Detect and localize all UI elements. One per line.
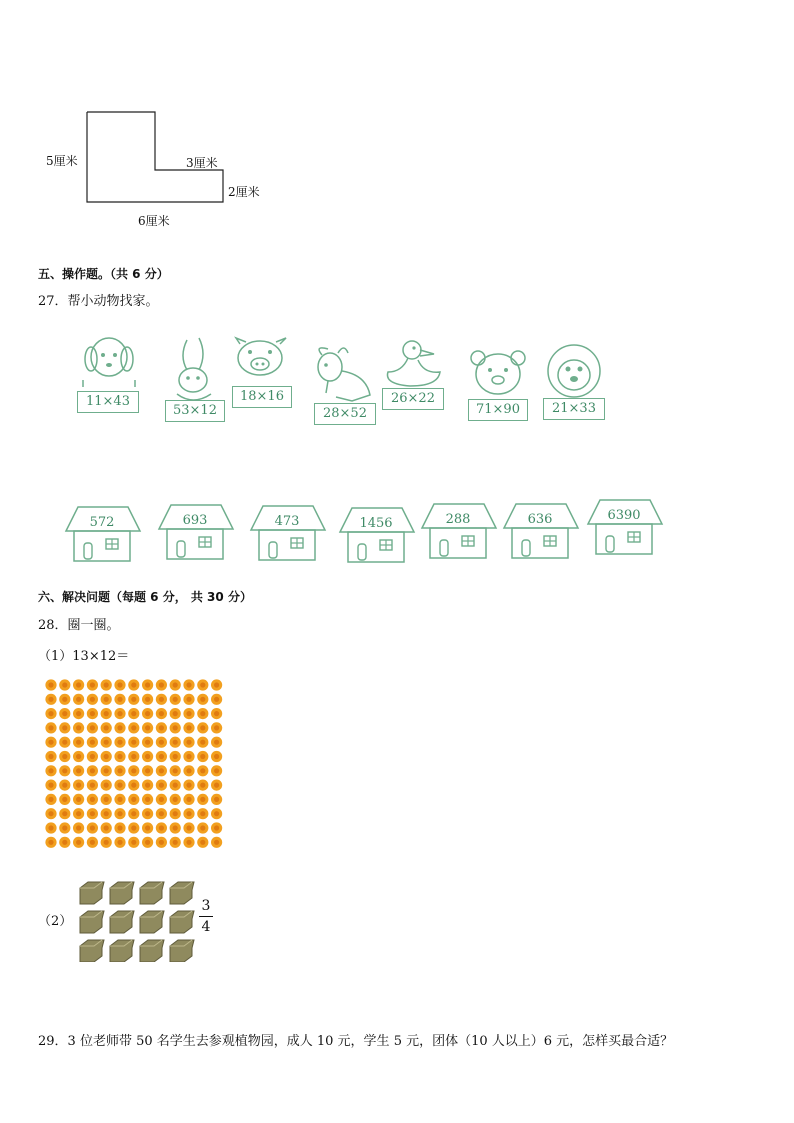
question-29: 29．3 位老师带 50 名学生去参观植物园，成人 10 元，学生 5 元，团体（10 人以上）6 元，怎样买最合适？ xyxy=(38,1034,674,1049)
flower-icon xyxy=(211,737,222,748)
pig-animal[interactable] xyxy=(232,338,294,413)
animal-expr-dog: 11×43 xyxy=(77,391,139,413)
fraction-three-quarters xyxy=(199,898,213,935)
flower-icon xyxy=(87,694,98,705)
flower-icon xyxy=(128,679,139,690)
question-28-2: （2） xyxy=(38,914,73,929)
flower-icon xyxy=(45,751,56,762)
flower-icon xyxy=(170,808,181,819)
bear-animal[interactable] xyxy=(466,348,532,426)
flower-icon xyxy=(142,708,153,719)
flower-icon xyxy=(142,751,153,762)
flower-icon xyxy=(45,780,56,791)
flower-icon xyxy=(128,751,139,762)
flower-icon xyxy=(101,722,112,733)
flower-icon xyxy=(197,837,208,848)
monkey-animal[interactable] xyxy=(540,343,610,423)
flower-icon xyxy=(183,737,194,748)
animal-expr-goat: 28×52 xyxy=(314,403,376,425)
question-27: 27．帮小动物找家。 xyxy=(38,294,159,309)
house-number: 693 xyxy=(182,513,208,528)
flower-icon xyxy=(170,751,181,762)
flower-icon xyxy=(87,822,98,833)
flower-icon xyxy=(156,679,167,690)
flower-icon xyxy=(156,694,167,705)
flower-icon xyxy=(183,765,194,776)
fraction-numerator: 3 xyxy=(201,898,211,914)
flower-icon xyxy=(211,751,222,762)
flower-icon xyxy=(128,780,139,791)
flower-icon xyxy=(211,765,222,776)
flower-icon xyxy=(183,679,194,690)
bear-icon xyxy=(466,348,532,400)
flower-icon xyxy=(45,837,56,848)
flower-icon xyxy=(59,722,70,733)
flower-icon xyxy=(114,837,125,848)
flower-icon xyxy=(87,679,98,690)
flower-icon xyxy=(101,837,112,848)
flower-icon xyxy=(170,679,181,690)
flower-icon xyxy=(73,737,84,748)
animal-expr-monkey: 21×33 xyxy=(543,398,605,420)
flower-icon xyxy=(128,808,139,819)
flower-icon xyxy=(101,751,112,762)
rabbit-icon xyxy=(165,336,227,406)
flower-icon xyxy=(45,722,56,733)
house-number: 288 xyxy=(445,512,471,527)
flower-icon xyxy=(156,751,167,762)
house-icon xyxy=(418,502,498,562)
flower-icon xyxy=(101,737,112,748)
goat-animal[interactable] xyxy=(308,345,378,430)
flower-icon xyxy=(59,822,70,833)
flower-icon xyxy=(170,780,181,791)
flower-icon xyxy=(87,751,98,762)
flower-icon xyxy=(45,794,56,805)
flower-icon xyxy=(45,808,56,819)
flower-icon xyxy=(73,751,84,762)
flower-icon xyxy=(183,694,194,705)
flower-icon xyxy=(156,837,167,848)
label-right: 2厘米 xyxy=(228,185,260,199)
house-number: 473 xyxy=(274,514,300,529)
flower-icon xyxy=(142,722,153,733)
flower-icon xyxy=(170,765,181,776)
flower-icon xyxy=(101,708,112,719)
flower-icon xyxy=(156,722,167,733)
flower-icon xyxy=(128,722,139,733)
house-number: 6390 xyxy=(607,508,641,523)
flower-icon xyxy=(114,679,125,690)
flower-icon xyxy=(156,765,167,776)
flower-icon xyxy=(59,808,70,819)
flower-icon xyxy=(211,694,222,705)
flower-icon xyxy=(197,679,208,690)
flower-icon xyxy=(142,837,153,848)
flower-icon xyxy=(45,679,56,690)
flower-icon xyxy=(197,722,208,733)
flower-icon xyxy=(87,708,98,719)
flower-icon xyxy=(170,694,181,705)
flower-icon xyxy=(142,780,153,791)
flower-icon xyxy=(197,822,208,833)
flower-icon xyxy=(142,765,153,776)
cake-icon xyxy=(140,940,164,962)
animal-expr-duck: 26×22 xyxy=(382,388,444,410)
flower-icon xyxy=(211,794,222,805)
house-icon xyxy=(247,504,327,564)
flower-icon xyxy=(156,780,167,791)
flower-icon xyxy=(142,808,153,819)
house-icon xyxy=(155,503,235,563)
cake-icon xyxy=(170,940,194,962)
cake-icon xyxy=(80,911,104,933)
flower-icon xyxy=(142,694,153,705)
flower-icon xyxy=(128,822,139,833)
flower-icon xyxy=(114,765,125,776)
flower-icon xyxy=(87,794,98,805)
flower-icon xyxy=(183,708,194,719)
flower-icon xyxy=(197,808,208,819)
flower-icon xyxy=(45,822,56,833)
flower-icon xyxy=(114,794,125,805)
flower-icon xyxy=(73,837,84,848)
flower-icon xyxy=(211,808,222,819)
animal-expr-rabbit: 53×12 xyxy=(165,400,225,422)
flower-icon xyxy=(156,808,167,819)
flower-icon xyxy=(128,837,139,848)
flower-icon xyxy=(59,794,70,805)
flower-icon xyxy=(45,708,56,719)
flower-icon xyxy=(73,794,84,805)
flower-icon xyxy=(73,808,84,819)
house-icon xyxy=(62,505,142,565)
flower-icon xyxy=(73,822,84,833)
question-28: 28．圈一圈。 xyxy=(38,618,120,633)
flower-icon xyxy=(156,708,167,719)
flower-icon xyxy=(142,794,153,805)
section-6-title: 六、解决问题（每题 6 分， 共 30 分） xyxy=(38,590,252,604)
flower-icon xyxy=(45,765,56,776)
flower-icon xyxy=(183,722,194,733)
flower-icon xyxy=(211,722,222,733)
flower-icon xyxy=(59,780,70,791)
flower-icon xyxy=(87,765,98,776)
cake-grid xyxy=(78,878,200,962)
rabbit-animal[interactable] xyxy=(165,336,227,426)
cake-icon xyxy=(170,882,194,904)
flower-icon xyxy=(87,722,98,733)
flower-icon xyxy=(197,737,208,748)
flower-icon xyxy=(183,780,194,791)
flower-icon xyxy=(101,822,112,833)
section-5-title: 五、操作题。（共 6 分） xyxy=(38,267,169,281)
flower-icon xyxy=(197,765,208,776)
house-number: 636 xyxy=(527,512,553,527)
house-icon xyxy=(336,506,416,566)
flower-icon xyxy=(114,751,125,762)
flower-icon xyxy=(73,708,84,719)
flower-icon xyxy=(170,837,181,848)
house-number: 1456 xyxy=(359,516,393,531)
cake-icon xyxy=(110,882,134,904)
flower-icon xyxy=(211,822,222,833)
flower-icon xyxy=(197,780,208,791)
flower-icon xyxy=(59,679,70,690)
cake-icon xyxy=(80,940,104,962)
flower-icon xyxy=(156,737,167,748)
flower-icon xyxy=(114,722,125,733)
flower-icon xyxy=(211,708,222,719)
flower-icon xyxy=(114,780,125,791)
flower-icon xyxy=(197,708,208,719)
flower-icon xyxy=(114,708,125,719)
flower-icon xyxy=(197,694,208,705)
flower-icon xyxy=(183,751,194,762)
flower-icon xyxy=(59,708,70,719)
flower-icon xyxy=(73,722,84,733)
dog-icon xyxy=(75,335,143,385)
house-7[interactable] xyxy=(584,498,664,558)
flower-icon xyxy=(73,780,84,791)
flower-icon xyxy=(101,794,112,805)
flower-icon xyxy=(142,822,153,833)
flower-icon xyxy=(197,794,208,805)
flower-icon xyxy=(183,794,194,805)
flower-icon xyxy=(128,737,139,748)
house-3[interactable] xyxy=(247,504,327,564)
cake-icon xyxy=(140,882,164,904)
flower-icon xyxy=(59,837,70,848)
house-1[interactable] xyxy=(62,505,142,565)
pig-icon xyxy=(232,338,294,388)
goat-icon xyxy=(308,345,378,405)
flower-icon xyxy=(128,765,139,776)
flower-icon xyxy=(59,765,70,776)
flower-icon xyxy=(142,679,153,690)
house-5[interactable] xyxy=(418,502,498,562)
house-4[interactable] xyxy=(336,506,416,566)
flower-icon xyxy=(87,780,98,791)
flower-icon xyxy=(128,694,139,705)
flower-icon xyxy=(211,679,222,690)
cake-icon xyxy=(80,882,104,904)
flower-icon xyxy=(128,794,139,805)
house-2[interactable] xyxy=(155,503,235,563)
flower-icon xyxy=(101,780,112,791)
flower-icon xyxy=(101,808,112,819)
animal-expr-pig: 18×16 xyxy=(232,386,292,408)
animal-expr-bear: 71×90 xyxy=(468,399,528,421)
flower-icon xyxy=(156,794,167,805)
flower-icon xyxy=(197,751,208,762)
flower-icon xyxy=(170,794,181,805)
house-number: 572 xyxy=(89,515,115,530)
flower-icon xyxy=(59,694,70,705)
flower-icon xyxy=(101,679,112,690)
flower-icon xyxy=(101,765,112,776)
flower-icon xyxy=(101,694,112,705)
flower-icon xyxy=(114,737,125,748)
flower-icon xyxy=(73,765,84,776)
flower-icon xyxy=(170,822,181,833)
flower-icon xyxy=(170,708,181,719)
flower-icon xyxy=(45,694,56,705)
flower-icon xyxy=(183,808,194,819)
flower-icon xyxy=(73,679,84,690)
cake-icon xyxy=(140,911,164,933)
label-left: 5厘米 xyxy=(46,154,78,168)
house-6[interactable] xyxy=(500,502,580,562)
flower-icon xyxy=(183,837,194,848)
flower-icon xyxy=(183,822,194,833)
flower-icon xyxy=(211,837,222,848)
fraction-bar xyxy=(199,916,213,917)
flower-icon xyxy=(87,837,98,848)
house-icon xyxy=(584,498,664,558)
question-28-1: （1）13×12＝ xyxy=(38,649,130,664)
flower-icon xyxy=(142,737,153,748)
duck-animal[interactable] xyxy=(380,338,448,413)
flower-icon xyxy=(170,722,181,733)
flower-grid xyxy=(44,678,230,860)
flower-icon xyxy=(87,808,98,819)
monkey-icon xyxy=(540,343,610,399)
flower-icon xyxy=(114,808,125,819)
fraction-denominator: 4 xyxy=(201,919,211,935)
house-icon xyxy=(500,502,580,562)
flower-icon xyxy=(45,737,56,748)
flower-icon xyxy=(114,822,125,833)
flower-icon xyxy=(59,737,70,748)
flower-icon xyxy=(87,737,98,748)
dog-animal[interactable] xyxy=(75,335,143,415)
cake-icon xyxy=(110,940,134,962)
label-bottom: 6厘米 xyxy=(138,214,170,228)
flower-icon xyxy=(128,708,139,719)
label-inner: 3厘米 xyxy=(186,156,218,170)
flower-icon xyxy=(156,822,167,833)
flower-icon xyxy=(114,694,125,705)
flower-icon xyxy=(73,694,84,705)
cake-icon xyxy=(110,911,134,933)
flower-icon xyxy=(211,780,222,791)
cake-icon xyxy=(170,911,194,933)
flower-icon xyxy=(59,751,70,762)
flower-icon xyxy=(170,737,181,748)
duck-icon xyxy=(380,338,448,388)
